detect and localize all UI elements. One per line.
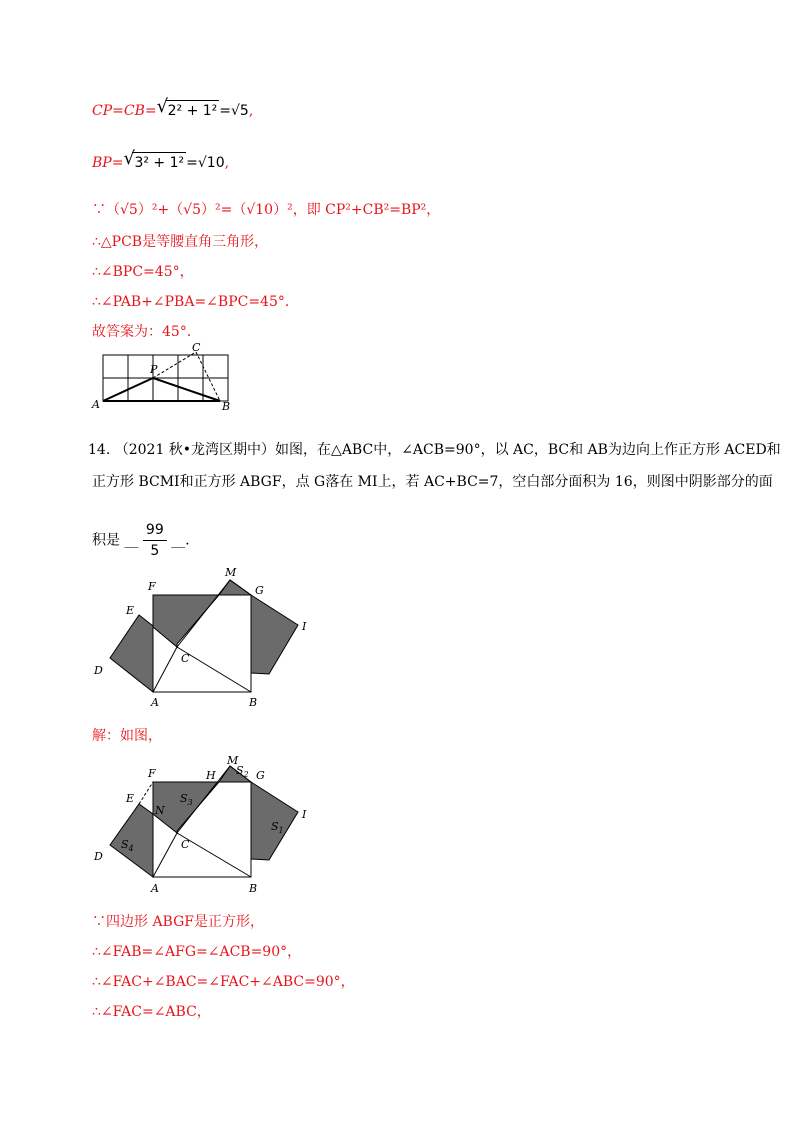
fig1-label-g: G — [255, 584, 264, 597]
solution-step-3: ∴∠FAC+∠BAC=∠FAC+∠ABC=90°， — [92, 974, 355, 990]
label-c: C — [192, 341, 201, 354]
sqrt-expression: √ 2² + 1² — [156, 96, 218, 119]
fig2-label-d: D — [94, 850, 103, 863]
answer-line: 故答案为：45°． — [92, 324, 201, 340]
solution-line-5: ∴∠BPC=45°， — [92, 264, 194, 280]
sqrt-expression: √ 3² + 1² — [123, 148, 185, 171]
label-b: B — [222, 400, 231, 413]
solution-step-1: ∵四边形 ABGF是正方形， — [92, 914, 265, 930]
fig1-label-c: C — [181, 652, 190, 665]
solution-line-bp: BP= √ 3² + 1² =√10, — [92, 148, 230, 171]
cp-prefix: CP=CB= — [92, 103, 157, 119]
solution-step-2: ∴∠FAB=∠AFG=∠ACB=90°， — [92, 944, 302, 960]
fig1-label-d: D — [94, 664, 103, 677]
fig1-label-i: I — [302, 620, 307, 633]
fig2-label-h: H — [206, 769, 216, 782]
solution-line-4: ∴△PCB是等腰直角三角形， — [92, 234, 269, 250]
answer-blank: 积是 __ $\frac{99}{5}$ __． — [92, 522, 200, 559]
fig2-label-b: B — [249, 882, 258, 895]
label-a: A — [92, 398, 100, 411]
fig2-label-n: N — [155, 804, 165, 817]
fig2-label-s2: $S_2$ — [236, 764, 249, 779]
fig2-label-s1: $S_1$ — [271, 820, 284, 835]
bp-prefix: BP= — [92, 155, 124, 171]
question-line-2: 正方形 BCMI和正方形 ABGF，点 G落在 MI上，若 AC+BC=7，空白部分面积为 16，则图中阴影部分的面 — [92, 474, 773, 490]
solution-step-4: ∴∠FAC=∠ABC， — [92, 1004, 211, 1020]
grid-figure — [88, 340, 238, 415]
fig2-label-c: C — [181, 838, 190, 851]
solution-line-cp: CP=CB= √ 2² + 1² =√5, — [92, 96, 254, 119]
question-text-1: （2021 秋•龙湾区期中）如图，在△ABC中，∠ACB=90°，以 AC，BC和 AB为边向上作正方形 ACED和 — [114, 442, 781, 458]
fig1-label-a: A — [151, 696, 159, 709]
question-number: 14. — [88, 442, 111, 458]
fig2-label-f: F — [148, 767, 156, 780]
sqrt-result: √10 — [197, 155, 225, 171]
fig2-label-i: I — [302, 808, 307, 821]
fig2-label-s4: $S_4$ — [121, 838, 134, 853]
answer-fraction: $\frac{99}{5}$ — [143, 520, 167, 561]
label-p: P — [150, 363, 158, 376]
solution-line-6: ∴∠PAB+∠PBA=∠BPC=45°． — [92, 294, 299, 310]
fig2-label-g: G — [256, 769, 265, 782]
fig2-label-m: M — [227, 754, 239, 767]
solution-line-3: ∵（√5）²+（√5）²=（√10）²，即 CP²+CB²=BP²， — [92, 202, 441, 218]
solution-figure — [88, 752, 328, 897]
question-figure — [88, 562, 328, 712]
question-line-1 — [88, 440, 781, 460]
fig1-label-e: E — [126, 604, 135, 617]
fig2-label-s3: $S_3$ — [180, 792, 193, 807]
fig1-label-m: M — [225, 566, 237, 579]
fig1-label-b: B — [249, 696, 258, 709]
fig2-label-a: A — [151, 882, 159, 895]
fig2-label-e: E — [126, 792, 135, 805]
sqrt-result: √5 — [231, 103, 249, 119]
fig1-label-f: F — [148, 580, 156, 593]
solution-intro: 解：如图， — [92, 728, 162, 744]
